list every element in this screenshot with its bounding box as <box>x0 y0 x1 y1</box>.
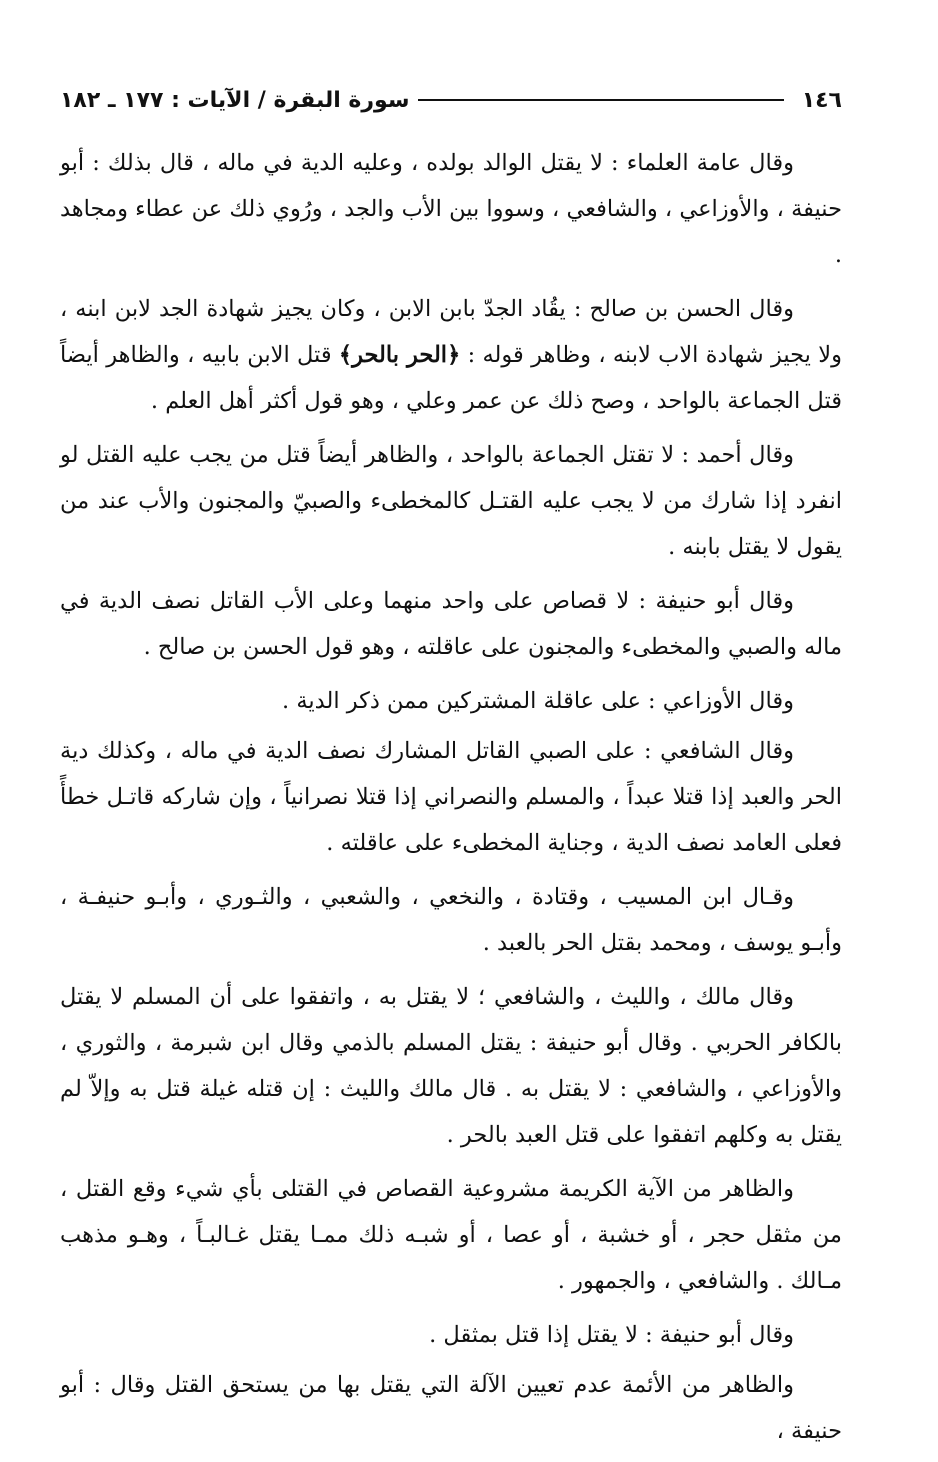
paragraph-11: والظاهر من الأئمة عدم تعيين الآلة التي يقتل بها من يستحق القتل وقال : أبو حنيفة ، <box>60 1372 842 1444</box>
running-header <box>60 80 842 120</box>
paragraph-3: وقال أحمد : لا تقتل الجماعة بالواحد ، والظاهر أيضاً قتل من يجب عليه القتل لو انفرد إذا شارك من لا يجب عليه القتـل كالمخطىء والصبيّ والمجنون والأب عند من يقول لا يقتل بابنه . <box>60 442 842 560</box>
running-title: سورة البقرة / الآيات : ١٧٧ ـ ١٨٢ <box>60 87 410 113</box>
body-text <box>60 140 842 1462</box>
paragraph-6: وقال الشافعي : على الصبي القاتل المشارك نصف الدية في ماله ، وكذلك دية الحر والعبد إذا قتلا عبداً ، والمسلم والنصراني إذا قتلا نصرانياً ، وإن شاركه قاتـل خطأً فعلى العامد نصف الدية ، وجناية المخطىء على عاقلته . <box>60 738 842 856</box>
page-number: ١٤٦ <box>801 87 842 113</box>
paragraph-2: وقال الحسن بن صالح : يقُاد الجدّ بابن الابن ، وكان يجيز شهادة الجد لابن ابنه ، ولا يجيز شهادة الاب لابنه ، وظاهر قوله : ﴿الحر بالحر﴾ قتل الابن بابيه ، والظاهر أيضاً قتل الجماعة بالواحد ، وصح ذلك عن عمر وعلي ، وهو قول أكثر أهل العلم . <box>60 296 842 414</box>
paragraph-10: وقال أبو حنيفة : لا يقتل إذا قتل بمثقل . <box>429 1322 794 1348</box>
paragraph-4: وقال أبو حنيفة : لا قصاص على واحد منهما وعلى الأب القاتل نصف الدية في ماله والصبي والمخطىء والمجنون على عاقلته ، وهو قول الحسن بن صالح . <box>60 588 842 660</box>
header-rule <box>418 99 784 101</box>
paragraph-9: والظاهر من الآية الكريمة مشروعية القصاص في القتلى بأي شيء وقع القتل ، من مثقل حجر ، أو خشبة ، أو عصا ، أو شبـه ذلك ممـا يقتل غـالبـاً ، وهـو مذهب مـالك . والشافعي ، والجمهور . <box>60 1176 842 1294</box>
paragraph-7: وقـال ابن المسيب ، وقتادة ، والنخعي ، والشعبي ، والثـوري ، وأبـو حنيفـة ، وأبـو يوسف ، ومحمد بقتل الحر بالعبد . <box>60 884 842 956</box>
paragraph-1: وقال عامة العلماء : لا يقتل الوالد بولده ، وعليه الدية في ماله ، قال بذلك : أبو حنيفة ، والأوزاعي ، والشافعي ، وسووا بين الأب والجد ، ورُوي ذلك عن عطاء ومجاهد . <box>60 150 842 268</box>
paragraph-5: وقال الأوزاعي : على عاقلة المشتركين ممن ذكر الدية . <box>282 688 794 714</box>
paragraph-8: وقال مالك ، والليث ، والشافعي ؛ لا يقتل به ، واتفقوا على أن المسلم لا يقتل بالكافر الحربي . وقال أبو حنيفة : يقتل المسلم بالذمي وقال ابن شبرمة ، والثوري ، والأوزاعي ، والشافعي : لا يقتل به . قال مالك والليث : إن قتله غيلة قتل به وإلاّ لم يقتل به وكلهم اتفقوا على قتل العبد بالحر . <box>60 984 842 1148</box>
quran-quote: ﴿الحر بالحر﴾ <box>338 342 461 368</box>
